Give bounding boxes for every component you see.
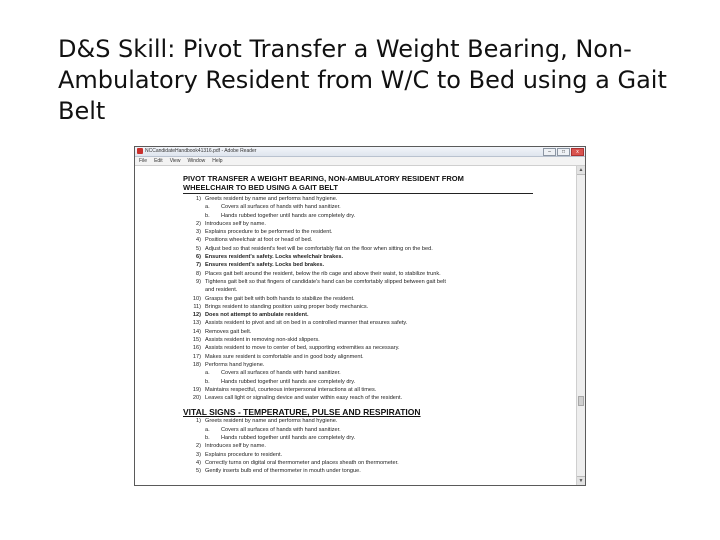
- step-text: Explains procedure to resident.: [205, 451, 283, 458]
- step: [183, 228, 533, 236]
- minimize-button[interactable]: –: [543, 148, 556, 156]
- sub-step: [183, 203, 533, 211]
- step: [183, 467, 533, 475]
- section-title-vital-signs: VITAL SIGNS - TEMPERATURE, PULSE AND RESPIRATION: [183, 407, 421, 418]
- step-number: 15): [192, 337, 201, 344]
- scroll-up-icon[interactable]: ▲: [578, 167, 584, 173]
- step: [183, 195, 533, 203]
- sub-step-letter: a.: [205, 204, 210, 211]
- step: [183, 386, 533, 394]
- step: [183, 442, 533, 450]
- menu-help[interactable]: Help: [212, 158, 223, 164]
- step-text: Leaves call light or signaling device and water within easy reach of the resident.: [205, 395, 403, 402]
- step-number: 5): [196, 468, 201, 475]
- window-title: NCCandidateHandbook41316.pdf - Adobe Reader: [145, 148, 257, 154]
- step: [183, 319, 533, 327]
- step: [183, 451, 533, 459]
- adobe-reader-icon: [137, 148, 143, 154]
- pivot-transfer-steps: [183, 195, 533, 402]
- step-number: 7): [196, 262, 201, 269]
- step-number: 16): [192, 345, 201, 352]
- sub-step: [183, 426, 533, 434]
- step-text: Gently inserts bulb end of thermometer in mouth under tongue.: [205, 468, 361, 475]
- step-number: 4): [196, 459, 201, 466]
- sub-step: [183, 369, 533, 377]
- step: [183, 328, 533, 336]
- step: [183, 220, 533, 228]
- menu-edit[interactable]: Edit: [154, 158, 163, 164]
- step-continuation: [183, 286, 533, 294]
- step: [183, 459, 533, 467]
- step: [183, 394, 533, 402]
- step-number: 12): [192, 312, 201, 319]
- step-number: 4): [196, 237, 201, 244]
- sub-step-letter: b.: [205, 212, 210, 219]
- step-number: 11): [193, 303, 201, 310]
- step: [183, 303, 533, 311]
- step-text: Ensures resident's safety. Locks wheelchair brakes.: [205, 254, 344, 261]
- step-text: Hands rubbed together until hands are completely dry.: [221, 212, 356, 219]
- pdf-viewer-window: [134, 146, 586, 486]
- step-text: Places gait belt around the resident, below the rib cage and above their waist, to stabilize trunk.: [205, 270, 441, 277]
- step-text: Brings resident to standing position using proper body mechanics.: [205, 303, 369, 310]
- window-controls: [543, 148, 584, 156]
- step-text: Ensures resident's safety. Locks bed brakes.: [205, 262, 325, 269]
- step-number: 8): [196, 270, 201, 277]
- step: [183, 236, 533, 244]
- step: [183, 270, 533, 278]
- menu-file[interactable]: File: [139, 158, 148, 164]
- step-text: Maintains respectful, courteous interpersonal interactions at all times.: [205, 386, 377, 393]
- step-number: 20): [192, 395, 201, 402]
- close-button[interactable]: x: [571, 148, 584, 156]
- step-text: Does not attempt to ambulate resident.: [205, 312, 309, 319]
- section-divider: [183, 193, 533, 194]
- step-number: 10): [192, 295, 201, 302]
- step-text: Hands rubbed together until hands are completely dry.: [221, 435, 356, 442]
- step-text: Correctly turns on digital oral thermometer and places sheath on thermometer.: [205, 459, 399, 466]
- menu-view[interactable]: View: [169, 158, 181, 164]
- sub-step-letter: b.: [205, 378, 210, 385]
- sub-step-letter: a.: [205, 370, 210, 377]
- step-number: 1): [196, 196, 201, 202]
- step-text: Assists resident to move to center of bed, supporting extremities as necessary.: [205, 345, 400, 352]
- step-text: Removes gait belt.: [205, 328, 252, 335]
- step-text: Covers all surfaces of hands with hand sanitizer.: [221, 426, 341, 433]
- step-text: Positions wheelchair at foot or head of bed.: [205, 237, 313, 244]
- document-page: [183, 174, 533, 476]
- step: [183, 311, 533, 319]
- step: [183, 336, 533, 344]
- step-text: Performs hand hygiene.: [205, 361, 265, 368]
- sub-step: [183, 434, 533, 442]
- sub-step-letter: a.: [205, 426, 210, 433]
- scroll-down-icon[interactable]: ▼: [578, 478, 584, 484]
- maximize-button[interactable]: □: [557, 148, 570, 156]
- step-text: Covers all surfaces of hands with hand sanitizer.: [221, 370, 341, 377]
- step-number: 9): [196, 278, 201, 285]
- step-text: Introduces self by name.: [205, 443, 266, 450]
- step-text: Greets resident by name and performs hand hygiene.: [205, 418, 338, 425]
- step-text: Explains procedure to be performed to the resident.: [205, 229, 333, 236]
- step-number: 13): [192, 320, 201, 327]
- step-text: Greets resident by name and performs hand hygiene.: [205, 196, 338, 202]
- step-text: Covers all surfaces of hands with hand sanitizer.: [221, 204, 341, 211]
- step: [183, 344, 533, 352]
- step: [183, 295, 533, 303]
- section-title-line-1: PIVOT TRANSFER A WEIGHT BEARING, NON-AMBULATORY RESIDENT FROM: [183, 174, 464, 183]
- step: [183, 278, 533, 286]
- step-text: Adjust bed so that resident's feet will be comfortably flat on the floor when sitting on the bed.: [205, 245, 433, 252]
- step: [183, 253, 533, 261]
- step-text: Introduces self by name.: [205, 220, 266, 227]
- slide-title: D&S Skill: Pivot Transfer a Weight Bearing, Non-Ambulatory Resident from W/C to Bed using a Gait Belt: [58, 35, 667, 125]
- step-number: 18): [192, 361, 201, 368]
- menu-window[interactable]: Window: [187, 158, 206, 164]
- step-number: 19): [192, 386, 201, 393]
- step-number: 2): [196, 443, 201, 450]
- scroll-thumb[interactable]: [578, 396, 584, 406]
- step: [183, 261, 533, 269]
- step: [183, 417, 533, 425]
- step-number: 14): [192, 328, 201, 335]
- menu-bar: [135, 157, 585, 166]
- step-text: Tightens gait belt so that fingers of candidate's hand can be comfortably slipped between gait belt: [205, 278, 446, 285]
- step: [183, 245, 533, 253]
- step-text: Hands rubbed together until hands are completely dry.: [221, 378, 356, 385]
- sub-step-letter: b.: [205, 435, 210, 442]
- step-text: Grasps the gait belt with both hands to stabilize the resident.: [205, 295, 355, 302]
- step-number: 17): [192, 353, 201, 360]
- step-number: 6): [196, 254, 201, 261]
- window-titlebar[interactable]: [135, 147, 585, 157]
- step-number: 3): [196, 451, 201, 458]
- step: [183, 361, 533, 369]
- sub-step: [183, 378, 533, 386]
- sub-step: [183, 212, 533, 220]
- step-number: 1): [196, 418, 201, 425]
- step-text: and resident.: [205, 287, 238, 294]
- document-view[interactable]: [135, 166, 576, 485]
- step-number: 3): [196, 229, 201, 236]
- step: [183, 353, 533, 361]
- vertical-scrollbar[interactable]: [576, 166, 585, 485]
- section-title-line-2: WHEELCHAIR TO BED USING A GAIT BELT: [183, 183, 338, 192]
- step-number: 2): [196, 220, 201, 227]
- step-text: Assists resident in removing non-skid slippers.: [205, 337, 320, 344]
- step-text: Assists resident to pivot and sit on bed in a controlled manner that ensures safety.: [205, 320, 408, 327]
- section-title-pivot-transfer: [183, 174, 533, 192]
- vital-signs-steps: [183, 417, 533, 475]
- step-number: 5): [196, 245, 201, 252]
- step-text: Makes sure resident is comfortable and in good body alignment.: [205, 353, 364, 360]
